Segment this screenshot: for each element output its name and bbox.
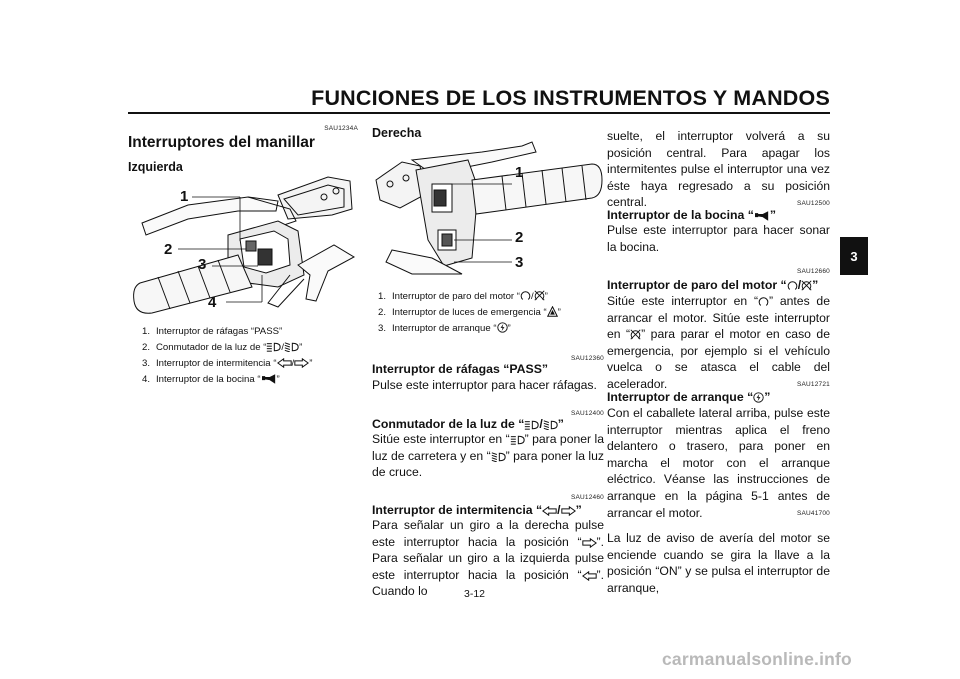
- low-beam-icon: [284, 342, 299, 352]
- right-handlebar-figure: [372, 140, 604, 280]
- engine-stop-title: Interruptor de paro del motor “ / ”: [607, 278, 819, 292]
- callout-3: 3: [198, 256, 207, 273]
- section-code: SAU41700: [796, 510, 830, 517]
- start-icon: [753, 392, 764, 403]
- left-subtitle: Izquierda: [128, 160, 183, 174]
- callout-2: 2: [164, 241, 173, 258]
- page-header: [128, 86, 830, 122]
- pass-title: Interruptor de ráfagas “PASS”: [372, 362, 549, 376]
- section-code: SAU12721: [796, 381, 830, 388]
- caption-2: 2. Interruptor de luces de emergencia “ ”: [378, 307, 561, 318]
- section-title: Interruptores del manillar: [128, 134, 315, 151]
- start-icon: [497, 322, 508, 333]
- caption-3: 3. Interruptor de arranque “ ”: [378, 323, 511, 334]
- engine-run-icon: [787, 280, 798, 291]
- turn-right-icon: [582, 538, 597, 548]
- left-handlebar-figure: [128, 175, 360, 318]
- engine-stop-icon: [534, 290, 545, 301]
- low-beam-icon: [491, 452, 506, 462]
- callout-3: 3: [515, 254, 524, 271]
- middle-subtitle: Derecha: [372, 126, 422, 140]
- header-title: FUNCIONES DE LOS INSTRUMENTOS Y MANDOS: [311, 86, 830, 110]
- horn-text: Pulse este interruptor para hacer sonar la bocina.: [607, 223, 830, 254]
- hazard-icon: [547, 306, 558, 317]
- turn-right-icon: [561, 506, 576, 516]
- horn-icon: [261, 374, 277, 384]
- high-beam-icon: [524, 420, 539, 430]
- turn-left-icon: [582, 571, 597, 581]
- engine-stop-text: Sitúe este interruptor en “ ” antes de arrancar el motor. Sitúe este interruptor en “ ” para parar el motor en caso de emergencia, por ejemplo si el vehículo vuelca o se atasca el cable del acelerador.: [607, 294, 830, 391]
- section-code: SAU12500: [796, 200, 830, 207]
- caption-2: 2. Conmutador de la luz de “ / ”: [142, 342, 303, 353]
- section-code: SAU12360: [570, 355, 604, 362]
- caption-1: 1. Interruptor de ráfagas “PASS”: [142, 326, 283, 337]
- start-text: Con el caballete lateral arriba, pulse este interruptor mientras aplica el freno delantero o trasero, para poner en marcha el motor con el arranque eléctrico. Véanse las instrucciones de arranque en la página 5-1 antes de arrancar el motor.: [607, 406, 830, 520]
- section-code: SAU1234A: [324, 125, 358, 132]
- turn-left-icon: [542, 506, 557, 516]
- callout-4: 4: [208, 294, 217, 311]
- callout-2: 2: [515, 229, 524, 246]
- low-beam-icon: [543, 420, 558, 430]
- turn-continued-text: suelte, el interruptor volverá a su posición central. Para apagar los intermitentes pulse el interruptor una vez éste haya regresado a su posición central.: [607, 129, 830, 210]
- high-beam-icon: [266, 342, 281, 352]
- header-rule: [128, 112, 830, 114]
- section-code: SAU12660: [796, 268, 830, 275]
- horn-title: Interruptor de la bocina “ ”: [607, 208, 777, 222]
- start-title: Interruptor de arranque “ ”: [607, 390, 771, 404]
- engine-stop-icon: [630, 329, 641, 340]
- caption-3: 3. Interruptor de intermitencia “ / ”: [142, 358, 313, 369]
- turn-right-icon: [294, 358, 309, 368]
- warning-text: La luz de aviso de avería del motor se enciende cuando se gira la llave a la posición “ON” y se pulsa el interruptor de arranque,: [607, 531, 830, 595]
- dimmer-text: Sitúe este interruptor en “ ” para poner la luz de carretera y en “ ” para poner la luz de cruce.: [372, 432, 605, 480]
- turn-title: Interruptor de intermitencia “ / ”: [372, 503, 582, 517]
- callout-1: 1: [515, 164, 524, 181]
- page-number: 3-12: [464, 588, 486, 600]
- engine-run-icon: [758, 296, 769, 307]
- high-beam-icon: [510, 435, 525, 445]
- right-handlebar-illustration: [372, 140, 604, 280]
- caption-4: 4. Interruptor de la bocina “ ”: [142, 374, 280, 385]
- pass-text: Pulse este interruptor para hacer ráfagas.: [372, 378, 597, 392]
- section-code: SAU12460: [570, 494, 604, 501]
- dimmer-title: Conmutador de la luz de “ / ”: [372, 417, 564, 431]
- watermark[interactable]: carmanualsonline.info: [662, 649, 852, 669]
- engine-stop-icon: [801, 280, 812, 291]
- callout-1: 1: [180, 188, 189, 205]
- section-code: SAU12400: [570, 410, 604, 417]
- caption-1: 1. Interruptor de paro del motor “ / ”: [378, 291, 548, 302]
- engine-run-icon: [520, 290, 531, 301]
- turn-text: Para señalar un giro a la derecha pulse este interruptor hacia la posición “ ”. Para señalar un giro a la izquierda pulse este interruptor hacia la posición “ ”. Cuando lo: [372, 518, 604, 599]
- horn-icon: [754, 211, 770, 221]
- chapter-tab[interactable]: 3: [840, 237, 868, 275]
- turn-left-icon: [277, 358, 292, 368]
- left-handlebar-illustration: [128, 175, 360, 318]
